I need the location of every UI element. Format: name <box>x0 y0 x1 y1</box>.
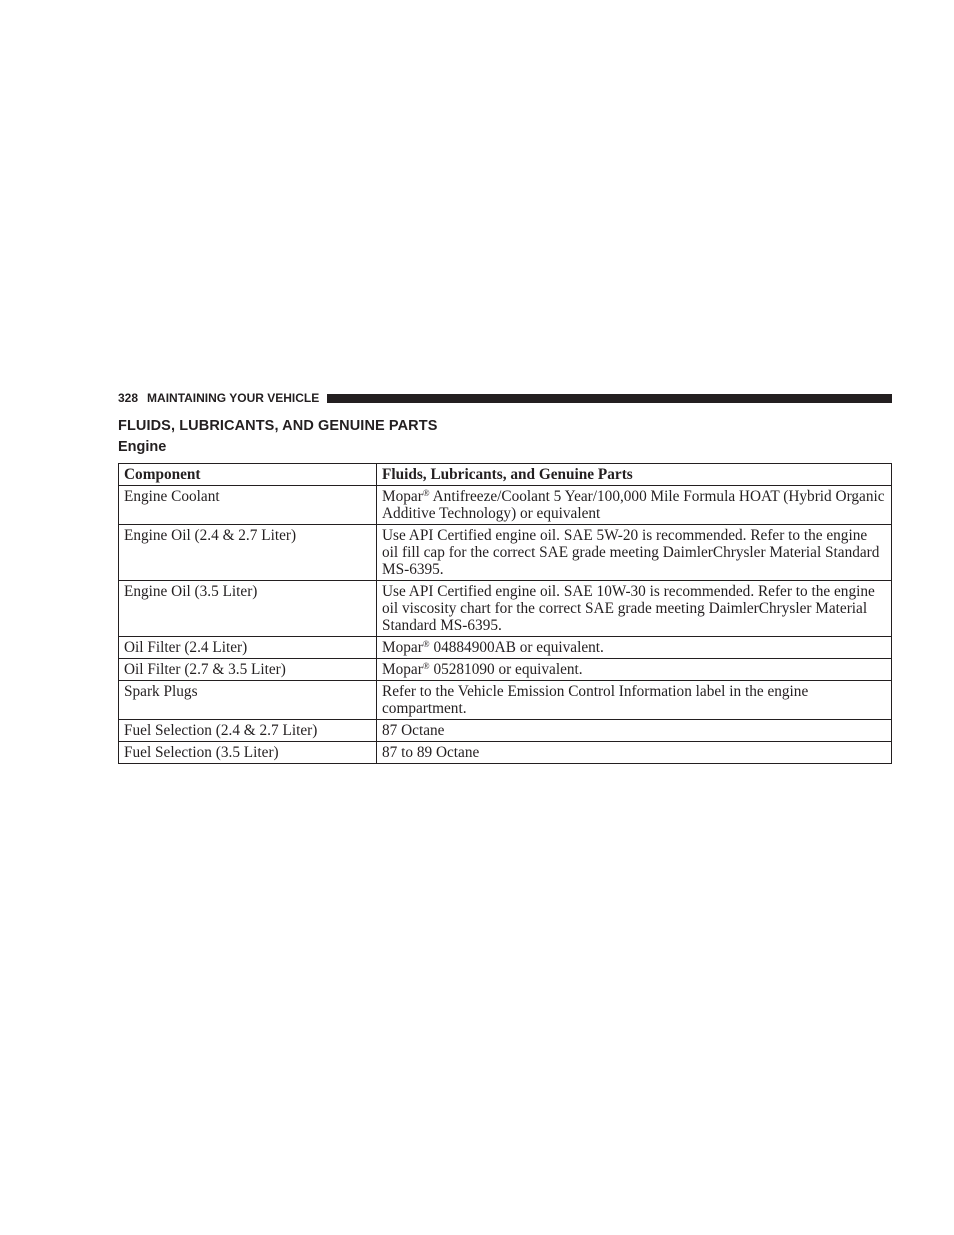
subsection-title: Engine <box>118 439 167 455</box>
spec-cell <box>377 681 892 720</box>
table-row <box>119 720 892 742</box>
spec-text: Antifreeze/Coolant 5 Year/100,000 Mile Formula HOAT (Hybrid Organic Additive Technology) or equivalent <box>382 488 885 522</box>
registered-mark: ® <box>422 488 430 498</box>
component-cell: Spark Plugs <box>119 681 377 720</box>
spec-prefix: Mopar <box>382 639 423 656</box>
header-rule <box>327 394 892 403</box>
spec-cell <box>377 659 892 681</box>
table-row <box>119 581 892 637</box>
spec-text: Use API Certified engine oil. SAE 5W-20 is recommended. Refer to the engine oil fill cap for the correct SAE grade meeting DaimlerChrysler Material Standard MS-6395. <box>382 527 880 578</box>
spec-text: 05281090 or equivalent. <box>429 661 583 678</box>
registered-mark: ® <box>422 661 430 671</box>
spec-text: Refer to the Vehicle Emission Control Information label in the engine compartment. <box>382 683 809 717</box>
running-section-title: MAINTAINING YOUR VEHICLE <box>147 391 320 405</box>
running-header <box>118 390 892 406</box>
spec-cell <box>377 581 892 637</box>
spec-prefix: Mopar <box>382 661 423 678</box>
column-header-fluids: Fluids, Lubricants, and Genuine Parts <box>377 464 892 486</box>
table-header-row <box>119 464 892 486</box>
spec-cell <box>377 525 892 581</box>
spec-text: 04884900AB or equivalent. <box>429 639 604 656</box>
column-header-component: Component <box>119 464 377 486</box>
spec-cell <box>377 486 892 525</box>
table-row <box>119 742 892 764</box>
component-cell: Engine Oil (3.5 Liter) <box>119 581 377 637</box>
table-row <box>119 525 892 581</box>
registered-mark: ® <box>422 639 430 649</box>
table-row <box>119 681 892 720</box>
component-cell: Oil Filter (2.7 & 3.5 Liter) <box>119 659 377 681</box>
page-number: 328 <box>118 391 139 405</box>
component-cell: Oil Filter (2.4 Liter) <box>119 637 377 659</box>
spec-prefix: Mopar <box>382 488 423 505</box>
component-cell: Engine Coolant <box>119 486 377 525</box>
spec-cell <box>377 637 892 659</box>
table-row <box>119 486 892 525</box>
spec-text: Use API Certified engine oil. SAE 10W-30 is recommended. Refer to the engine oil viscosity chart for the correct SAE grade meeting DaimlerChrysler Material Standard MS-6395. <box>382 583 875 634</box>
spec-cell <box>377 720 892 742</box>
component-cell: Fuel Selection (2.4 & 2.7 Liter) <box>119 720 377 742</box>
spec-cell <box>377 742 892 764</box>
spec-text: 87 to 89 Octane <box>382 744 480 761</box>
component-cell: Fuel Selection (3.5 Liter) <box>119 742 377 764</box>
section-title: FLUIDS, LUBRICANTS, AND GENUINE PARTS <box>118 418 438 434</box>
table-row <box>119 659 892 681</box>
spec-text: 87 Octane <box>382 722 445 739</box>
table-row <box>119 637 892 659</box>
fluids-table <box>118 463 892 764</box>
component-cell: Engine Oil (2.4 & 2.7 Liter) <box>119 525 377 581</box>
